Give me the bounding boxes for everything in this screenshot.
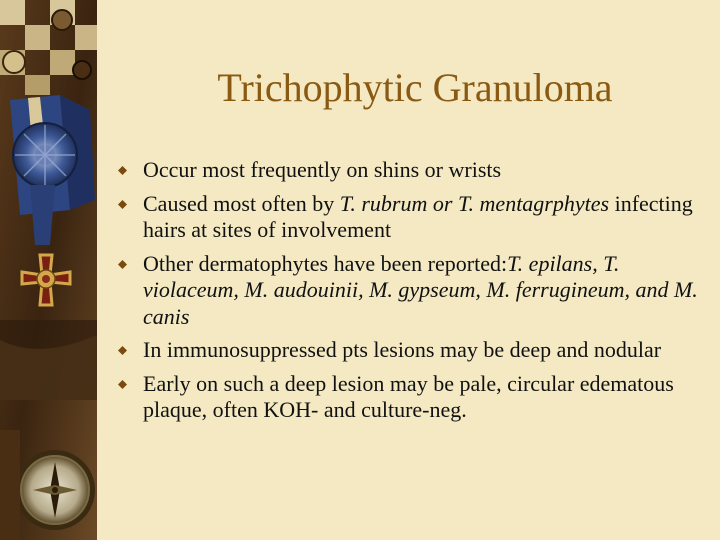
diamond-bullet-icon: [118, 260, 127, 269]
bullet-item: [118, 251, 712, 331]
bullet-item: [118, 371, 712, 424]
collage-illustration: [0, 0, 97, 540]
bullet-item: [118, 337, 712, 364]
bullet-list: [118, 157, 712, 431]
diamond-bullet-icon: [118, 200, 127, 209]
slide-title: Trichophytic Granuloma: [217, 65, 613, 110]
bullet-text: Other dermatophytes have been reported:: [143, 250, 508, 276]
diamond-bullet-icon: [118, 346, 127, 355]
bullet-text-italic: T. epilans, T. violaceum, M. audouinii, M. gypseum, M. ferrugineum, and M. canis: [143, 250, 698, 329]
diamond-bullet-icon: [118, 380, 127, 389]
bullet-item: [118, 157, 712, 184]
bullet-text: In immunosuppressed pts lesions may be deep and nodular: [143, 337, 662, 362]
diamond-bullet-icon: [118, 166, 127, 175]
bullet-text: Occur most frequently on shins or wrists: [143, 157, 502, 182]
bullet-text: Early on such a deep lesion may be pale, circular edematous plaque, often KOH- and culture-neg.: [143, 370, 674, 422]
compass-icon: [15, 450, 95, 530]
decorative-collage-image: [0, 0, 97, 540]
bullet-text: Caused most often by: [143, 190, 340, 216]
bullet-text: infecting hairs at sites of involvement: [143, 190, 693, 242]
bullet-item: [118, 191, 712, 244]
rosette-icon: [13, 123, 77, 187]
bullet-text-italic: T. rubrum or T. mentagrphytes: [339, 190, 610, 216]
